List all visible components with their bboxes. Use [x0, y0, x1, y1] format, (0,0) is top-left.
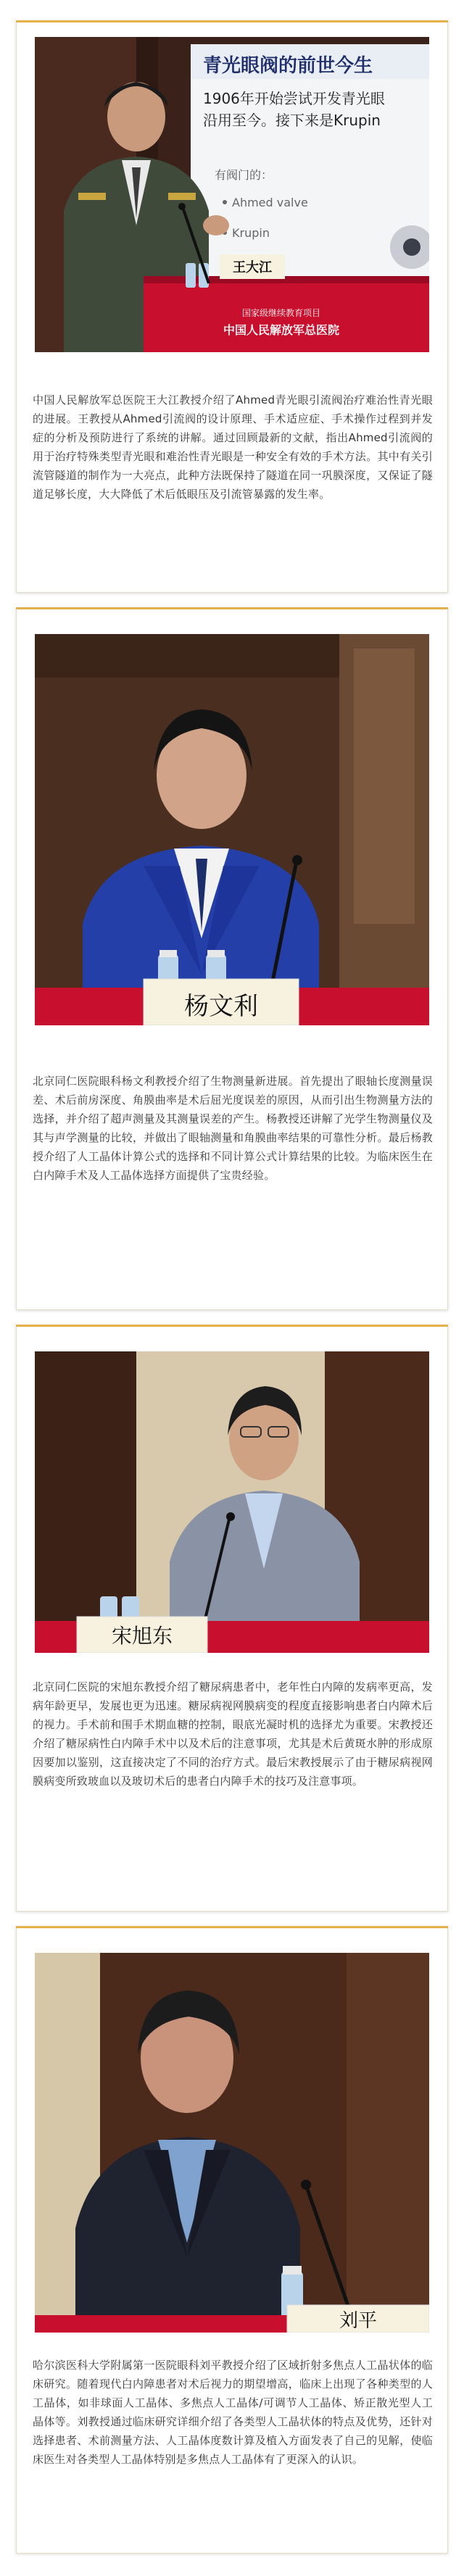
speaker-photo-1: [35, 37, 429, 352]
podium-banner-line-2: 中国人民解放军总医院: [223, 323, 340, 337]
name-plate-4: 刘平: [339, 2310, 378, 2332]
section-card-4: [16, 1926, 448, 2554]
section-card-3: [16, 1325, 448, 1912]
section-card-1: [16, 20, 448, 593]
caption-2: 北京同仁医院眼科杨文利教授介绍了生物测量新进展。首先提出了眼轴长度测量误差、术后前房深度、角膜曲率是术后屈光度误差的原因，从而引出生物测量方法的选择，并介绍了超声测量及其测量误差的产生。杨教授还讲解了光学生物测量仪及其与声学测量的比较，并做出了眼轴测量和角膜曲率结果的可靠性分析。最后杨教授介绍了人工晶体计算公式的选择和不同计算公式计算结果的比较。为临床医生在白内障手术及人工晶体选择方面提供了宝贵经验。: [33, 1075, 433, 1182]
caption-1: 中国人民解放军总医院王大江教授介绍了Ahmed青光眼引流阀治疗难治性青光眼的进展。王教授从Ahmed引流阀的设计原理、手术适应症、手术操作过程到并发症的分析及预防进行了系统的讲解。通过回顾最新的文献，指出Ahmed引流阀的用于治疗特殊类型青光眼和难治性青光眼是一种安全有效的手术方法。其中有关引流管隧道的制作为一大亮点，此种方法既保持了隧道在同一巩膜深度，又保证了隧道足够长度，大大降低了术后低眼压及引流管暴露的发生率。: [33, 393, 433, 501]
section-card-2: [16, 607, 448, 1310]
speaker-photo-3: [35, 1351, 429, 1653]
slide-subheading: 有阀门的：: [215, 168, 273, 182]
slide-bullet-2: Krupin: [232, 226, 270, 240]
slide-line-1: 1906年开始尝试开发青光眼: [203, 90, 385, 107]
name-plate-1: 王大江: [233, 260, 272, 275]
caption-4: 哈尔滨医科大学附属第一医院眼科刘平教授介绍了区域折射多焦点人工晶状体的临床研究。随着现代白内障患者对术后视力的期望增高，临床上出现了各种类型的人工晶体，如非球面人工晶体、多焦点人工晶体/可调节人工晶体、矫正散光型人工晶体等。刘教授通过临床研究详细介绍了各类型人工晶状体的特点及优势，还针对选择患者、术前测量方法、人工晶体度数计算及植入方面发表了自己的见解，使临床医生对各类型人工晶体特别是多焦点人工晶体有了更深入的认识。: [33, 2359, 433, 2466]
speaker-photo-2: [35, 634, 429, 1025]
slide-bullet-1: Ahmed valve: [232, 196, 308, 209]
slide-line-2: 沿用至今。接下来是Krupin: [203, 112, 381, 129]
name-plate-3: 宋旭东: [111, 1624, 173, 1648]
speaker-photo-4: [35, 1953, 429, 2333]
podium-banner-line-1: 国家级继续教育项目: [241, 308, 321, 318]
caption-3: 北京同仁医院的宋旭东教授介绍了糖尿病患者中，老年性白内障的发病率更高，发病年龄更早，发展也更为迅速。糖尿病视网膜病变的程度直接影响患者白内障术后的视力。手术前和围手术期血糖的控制，眼底光凝时机的选择尤为重要。宋教授还介绍了糖尿病性白内障手术中以及术后的注意事项，尤其是术后黄斑水肿的形成原因要加以鉴别，这直接决定了不同的治疗方式。最后宋教授展示了由于糖尿病视网膜病变所致玻血以及玻切术后的患者白内障手术的技巧及注意事项。: [33, 1680, 433, 1788]
name-plate-2: 杨文利: [184, 992, 258, 1021]
slide-title: 青光眼阀的前世今生: [203, 55, 373, 77]
